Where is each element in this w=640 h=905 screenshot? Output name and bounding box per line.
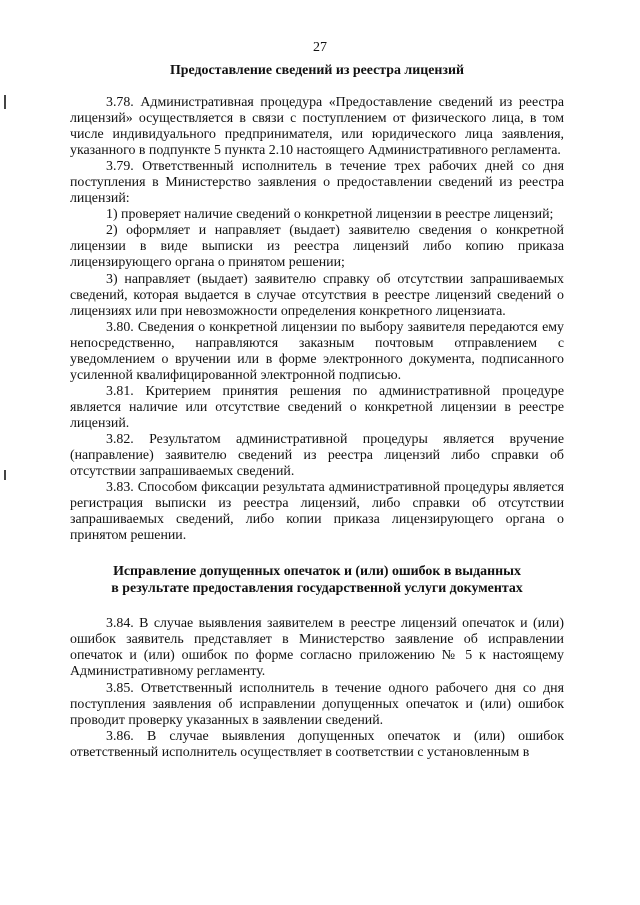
section-title-line-1: Исправление допущенных опечаток и (или) ошибок в выданных <box>113 564 521 580</box>
section-title-license-registry: Предоставление сведений из реестра лицензий <box>170 63 464 78</box>
scan-edge-mark <box>4 95 6 109</box>
section-title-line-2: в результате предоставления государственной услуги документах <box>111 581 523 597</box>
list-item-3: 3) направляет (выдает) заявителю справку об отсутствии запрашиваемых сведений, которая выдается в случае отсутствия в реестре лицензий сведений о лицензиях или при невозможности определения конкретного лицензиата. <box>70 271 564 319</box>
paragraph-3-79: 3.79. Ответственный исполнитель в течение трех рабочих дней со дня поступления в Министерство заявления о предоставлении сведений из реестра лицензий: <box>70 159 564 207</box>
paragraph-3-86: 3.86. В случае выявления допущенных опечаток и (или) ошибок ответственный исполнитель осуществляет в соответствии с установленным в <box>70 728 564 760</box>
paragraph-3-83: 3.83. Способом фиксации результата административной процедуры является регистрация выписки из реестра лицензий, либо справки об отсутствии запрашиваемых сведений, либо копии приказа лицензирующего органа о принятом решении. <box>70 480 564 544</box>
paragraph-3-85: 3.85. Ответственный исполнитель в течение одного рабочего дня со дня поступления заявления об исправлении допущенных опечаток и (или) ошибок проводит проверку указанных в заявлении сведений. <box>70 680 564 728</box>
page-number: 27 <box>313 40 327 55</box>
document-body <box>70 62 564 761</box>
paragraph-3-78: 3.78. Административная процедура «Предоставление сведений из реестра лицензий» осуществляется в связи с поступлением от физического лица, в том числе индивидуального предпринимателя, или юридического лица заявления, указанного в подпункте 5 пункта 2.10 настоящего Административного регламента. <box>70 95 564 159</box>
list-item-1: 1) проверяет наличие сведений о конкретной лицензии в реестре лицензий; <box>106 207 554 223</box>
paragraph-3-81: 3.81. Критерием принятия решения по административной процедуре является наличие или отсутствие сведений о конкретной лицензии в реестре лицензий. <box>70 383 564 431</box>
paragraph-3-84: 3.84. В случае выявления заявителем в реестре лицензий опечаток и (или) ошибок заявитель представляет в Министерство заявление об исправлении опечаток и (или) ошибок по форме согласно приложению № 5 к настоящему Административному регламенту. <box>70 616 564 680</box>
scan-edge-mark <box>4 470 6 480</box>
list-item-2: 2) оформляет и направляет (выдает) заявителю сведения о конкретной лицензии в виде выписки из реестра лицензий либо копию приказа лицензирующего органа о принятом решении; <box>70 223 564 271</box>
paragraph-3-80: 3.80. Сведения о конкретной лицензии по выбору заявителя передаются ему непосредственно, направляются заказным почтовым отправлением с уведомлением о вручении или в форме электронного документа, подписанного усиленной квалифицированной электронной подписью. <box>70 319 564 383</box>
section-title-corrections <box>70 563 564 597</box>
paragraph-3-82: 3.82. Результатом административной процедуры является вручение (направление) заявителю сведений из реестра лицензий либо справки об отсутствии запрашиваемых сведений. <box>70 431 564 480</box>
